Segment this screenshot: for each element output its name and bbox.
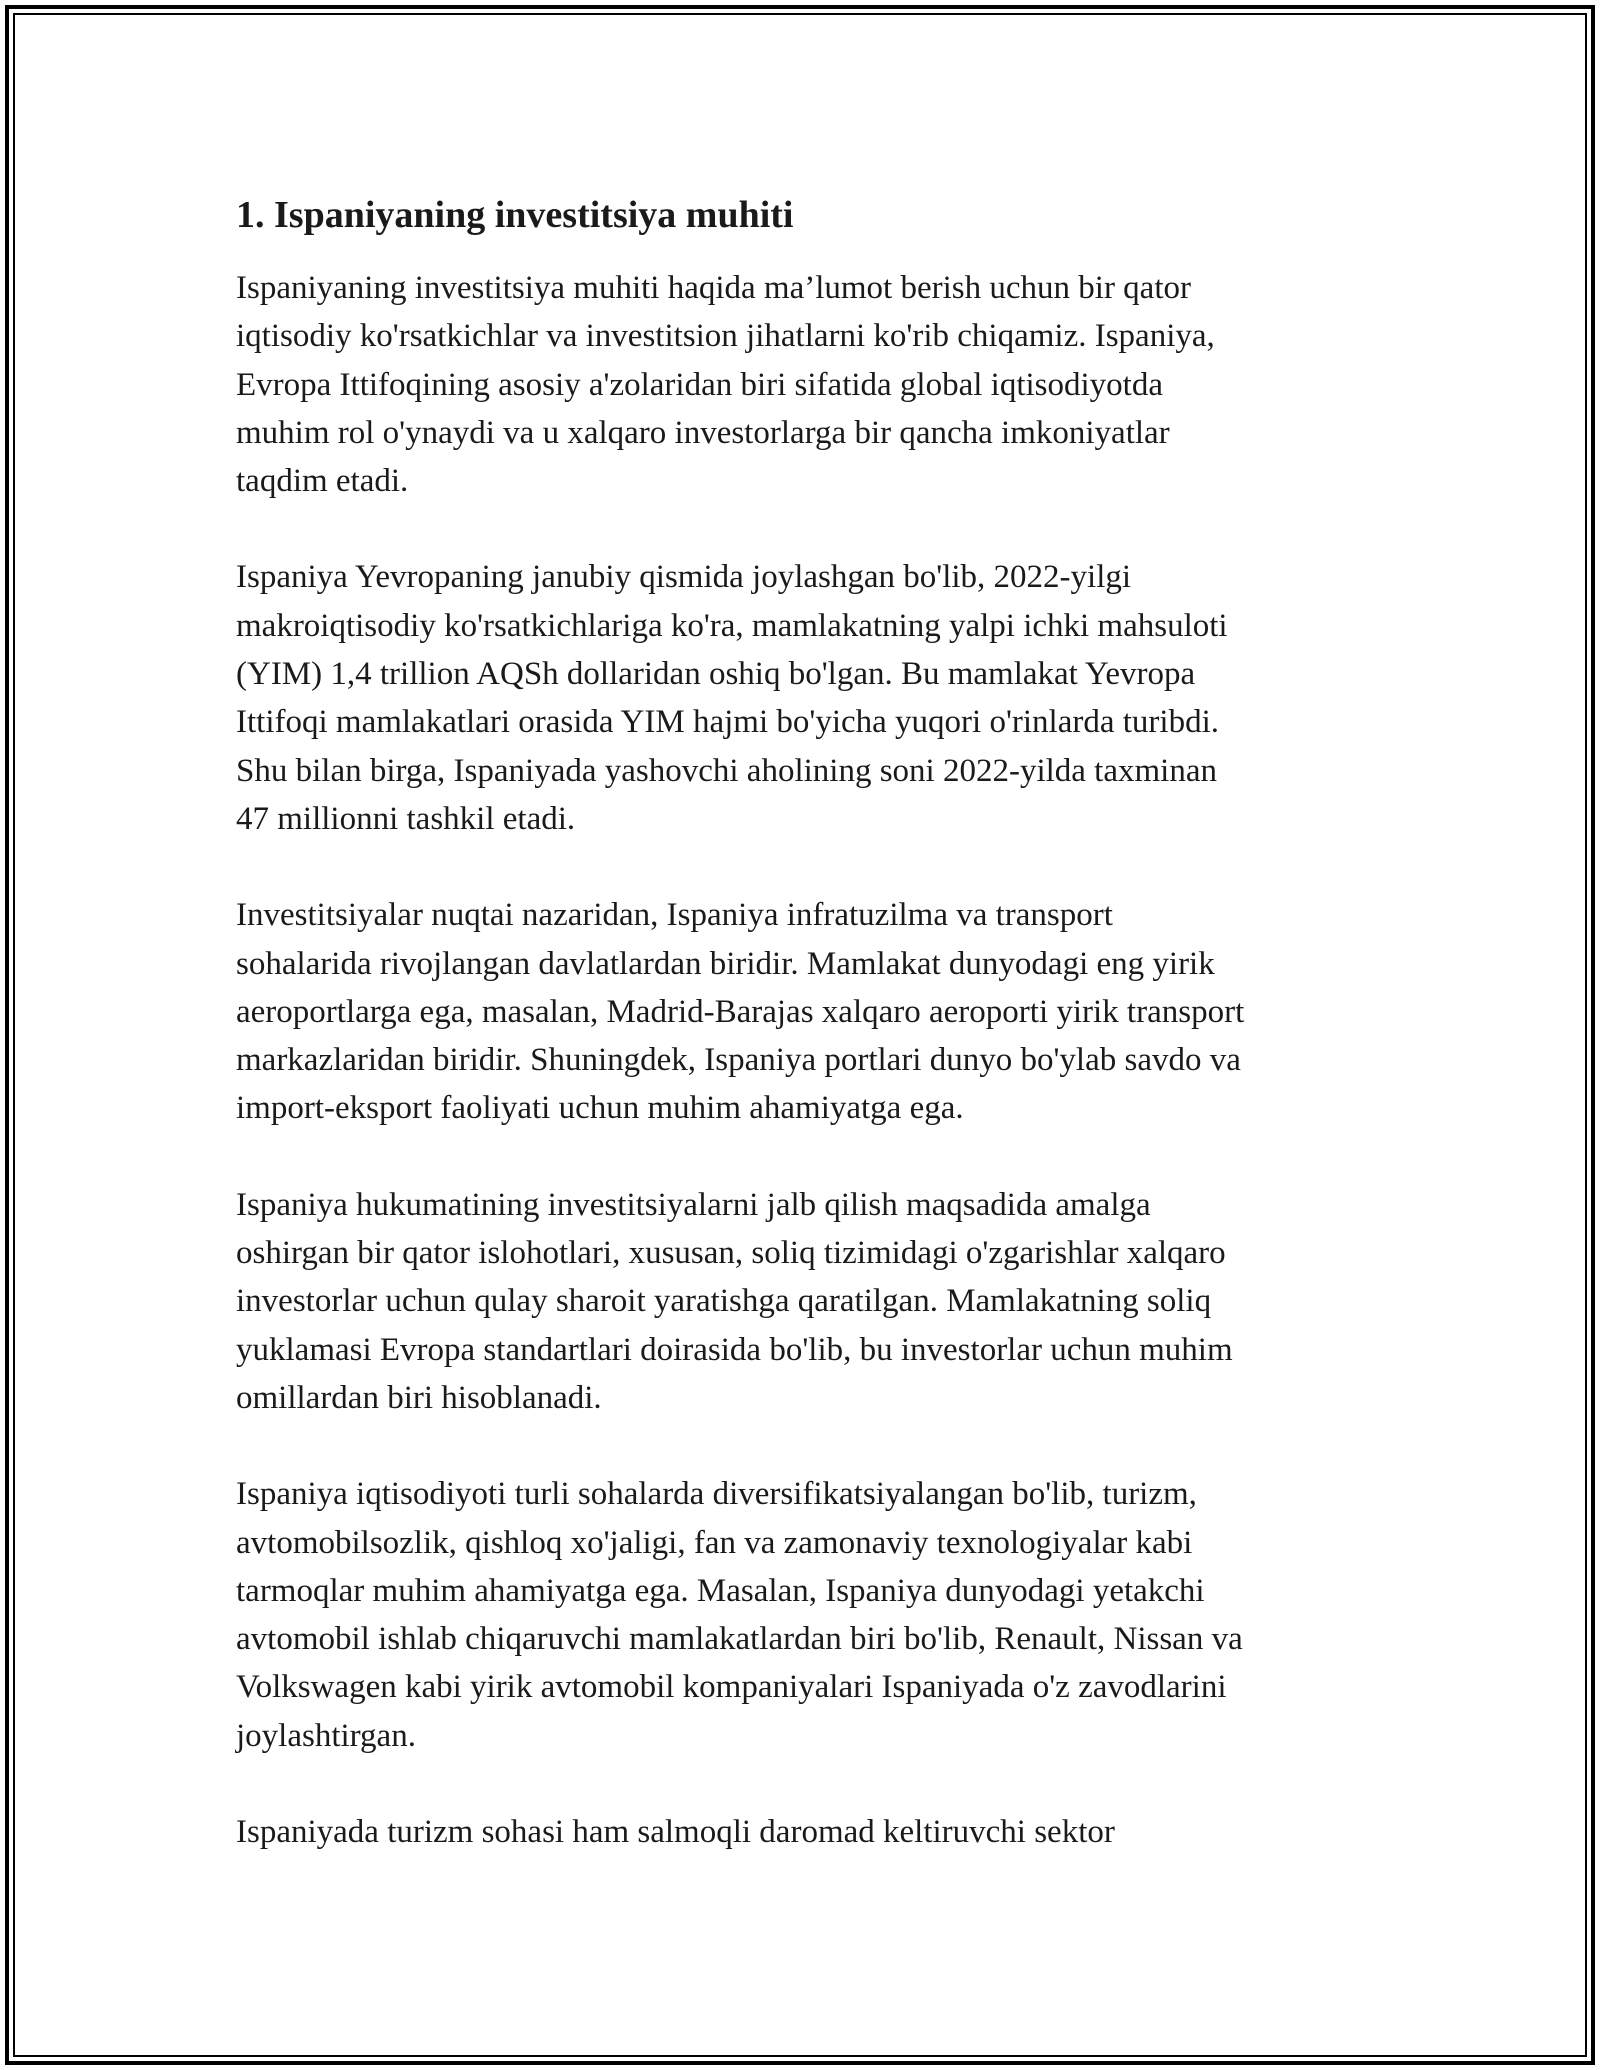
text-line: Volkswagen kabi yirik avtomobil kompaniyalari Ispaniyada o'z zavodlarini (236, 1669, 1227, 1706)
text-line: 47 millionni tashkil etadi. (236, 800, 576, 837)
text-line: (YIM) 1,4 trillion AQSh dollaridan oshiq bo'lgan. Bu mamlakat Yevropa (236, 656, 1196, 693)
text-line: iqtisodiy ko'rsatkichlar va investitsion jihatlarni ko'rib chiqamiz. Ispaniya, (236, 318, 1215, 355)
paragraph-5 (236, 1470, 1376, 1760)
text-line: Evropa Ittifoqining asosiy a'zolaridan biri sifatida global iqtisodiyotda (236, 366, 1163, 403)
text-line: Ittifoqi mamlakatlari orasida YIM hajmi bo'yicha yuqori o'rinlarda turibdi. (236, 704, 1219, 741)
text-line: aeroportlarga ega, masalan, Madrid-Barajas xalqaro aeroporti yirik transport (236, 993, 1245, 1030)
text-line: sohalarida rivojlangan davlatlardan biridir. Mamlakat dunyodagi eng yirik (236, 945, 1215, 982)
text-line: makroiqtisodiy ko'rsatkichlariga ko'ra, mamlakatning yalpi ichki mahsuloti (236, 607, 1228, 644)
text-line: taqdim etadi. (236, 463, 409, 500)
text-line: Ispaniya hukumatining investitsiyalarni jalb qilish maqsadida amalga (236, 1186, 1151, 1223)
paragraph-3 (236, 891, 1376, 1132)
text-line: investorlar uchun qulay sharoit yaratishga qaratilgan. Mamlakatning soliq (236, 1283, 1212, 1320)
text-line: avtomobil ishlab chiqaruvchi mamlakatlardan biri bo'lib, Renault, Nissan va (236, 1621, 1243, 1658)
text-line: avtomobilsozlik, qishloq xo'jaligi, fan va zamonaviy texnologiyalar kabi (236, 1524, 1193, 1561)
text-line: muhim rol o'ynaydi va u xalqaro investorlarga bir qancha imkoniyatlar (236, 414, 1170, 451)
text-line: Investitsiyalar nuqtai nazaridan, Ispaniya infratuzilma va transport (236, 897, 1113, 934)
text-line: yuklamasi Evropa standartlari doirasida bo'lib, bu investorlar uchun muhim (236, 1331, 1233, 1368)
text-line: Ispaniyaning investitsiya muhiti haqida ma’lumot berish uchun bir qator (236, 270, 1191, 306)
text-line: joylashtirgan. (236, 1717, 416, 1754)
text-line: oshirgan bir qator islohotlari, xususan, soliq tizimidagi o'zgarishlar xalqaro (236, 1235, 1226, 1272)
text-line: Shu bilan birga, Ispaniyada yashovchi aholining soni 2022-yilda taxminan (236, 752, 1217, 789)
text-line: omillardan biri hisoblanadi. (236, 1379, 602, 1416)
text-line: tarmoqlar muhim ahamiyatga ega. Masalan, Ispaniya dunyodagi yetakchi (236, 1572, 1205, 1609)
paragraph-4 (236, 1181, 1376, 1422)
section-heading: 1. Ispaniyaning investitsiya muhiti (236, 194, 794, 236)
paragraph-1 (236, 264, 1376, 505)
paragraph-2 (236, 553, 1376, 843)
text-line: markazlaridan biridir. Shuningdek, Ispaniya portlari dunyo bo'ylab savdo va (236, 1042, 1241, 1079)
document-body (236, 188, 1376, 1904)
paragraph-6 (236, 1808, 1376, 1856)
text-line: Ispaniya Yevropaning janubiy qismida joylashgan bo'lib, 2022-yilgi (236, 559, 1132, 596)
text-line: Ispaniya iqtisodiyoti turli sohalarda diversifikatsiyalangan bo'lib, turizm, (236, 1476, 1197, 1513)
text-line: Ispaniyada turizm sohasi ham salmoqli daromad keltiruvchi sektor (236, 1814, 1115, 1851)
text-line: import-eksport faoliyati uchun muhim ahamiyatga ega. (236, 1090, 964, 1127)
